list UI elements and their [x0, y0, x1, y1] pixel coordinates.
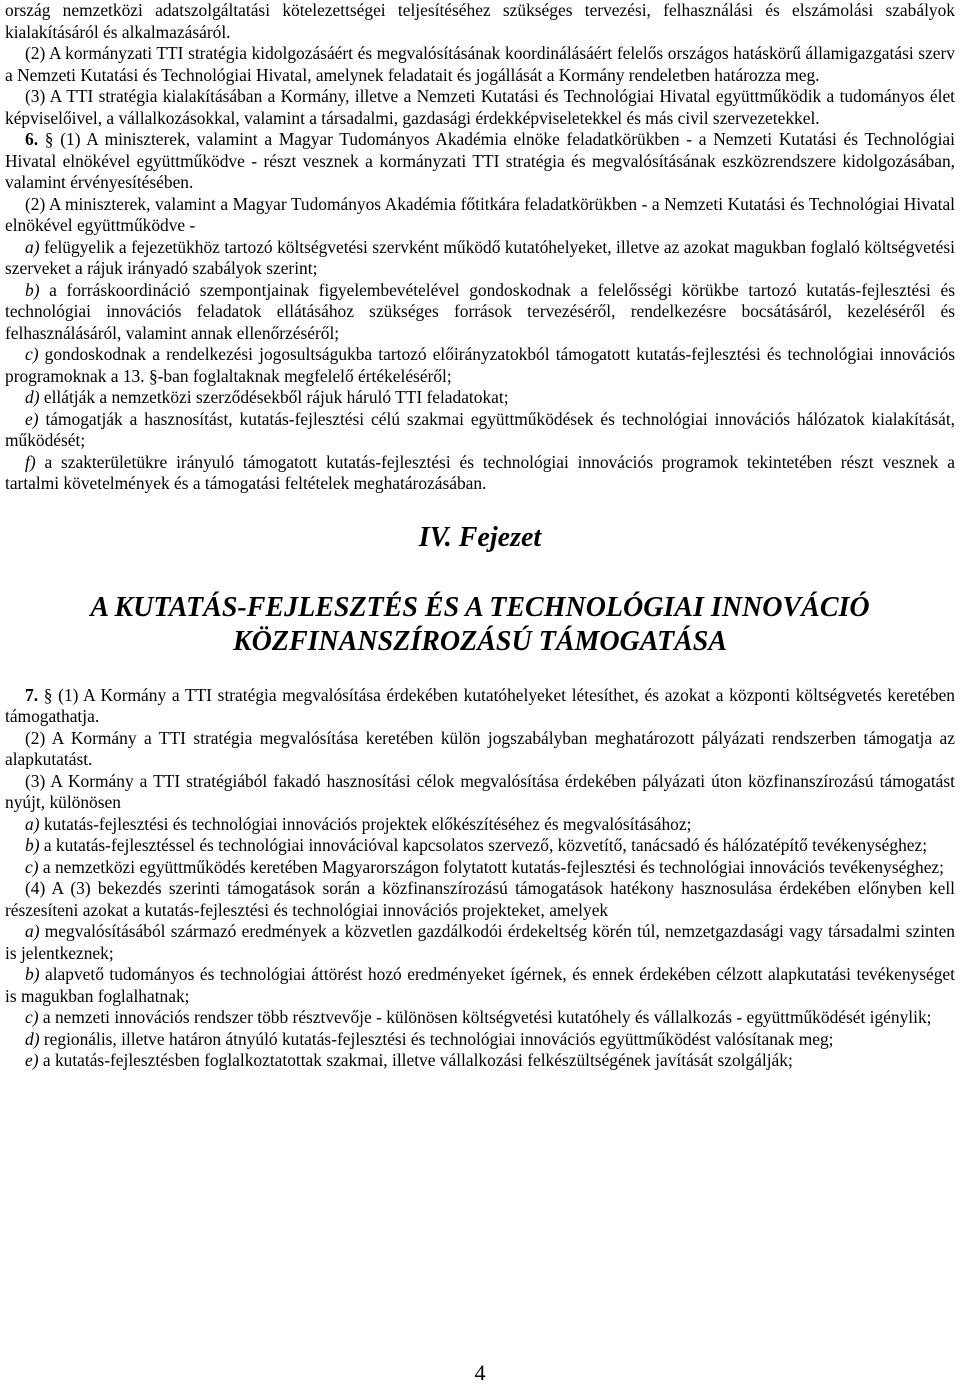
point-label: a): [25, 813, 40, 834]
point-label: c): [25, 344, 39, 364]
point-label: c): [25, 856, 39, 877]
point-label: a): [25, 236, 40, 257]
point-text: gondoskodnak a rendelkezési jogosultságukba tartozó előirányzatokból támogatott kutatás-fejlesztési és technológiai innovációs programoknak a 13.: [5, 344, 955, 386]
point-text: támogatják a hasznosítást, kutatás-fejlesztési célú szakmai együttműködések és technológiai innovációs hálózatok kialakítását, működését;: [5, 408, 955, 450]
point-7-4-d: [5, 1029, 955, 1051]
point-label: a): [25, 921, 40, 941]
point-6-2-c: [5, 344, 955, 387]
point-label: d): [25, 1028, 40, 1049]
paragraph-6-2: (2) A miniszterek, valamint a Magyar Tudományos Akadémia főtitkára feladatkörükben - a Nemzeti Kutatási és Technológiai Hivatal elnökével együttműködve -: [5, 193, 955, 235]
point-text: a kutatás-fejlesztésben foglalkoztatottak szakmai, illetve vállalkozási felkészültségének javítását szolgálják;: [42, 1050, 793, 1070]
paragraph-6-1: [5, 129, 955, 194]
point-label: e): [25, 408, 39, 429]
point-text: ellátják a nemzetközi szerződésekből rájuk háruló TTI feladatokat;: [43, 387, 509, 407]
chapter-title-line: A KUTATÁS-FEJLESZTÉS ÉS A TECHNOLÓGIAI INNOVÁCIÓ: [90, 591, 870, 623]
point-7-3-b: [5, 835, 955, 857]
section-7-number: 7.: [25, 684, 39, 705]
chapter-number: IV. Fejezet: [418, 521, 542, 553]
point-7-3-c: [5, 857, 955, 879]
point-7-3-a: [5, 814, 955, 836]
point-text: alapvető tudományos és technológiai áttörést hozó eredményeket ígérnek, és ennek érdekében célzott alapkutatási tevékenységet is magukban foglalhatnak;: [5, 964, 955, 1006]
point-label: e): [25, 1050, 39, 1070]
point-label: c): [25, 1007, 39, 1027]
point-text: a nemzetközi együttműködés keretében Magyarországon folytatott kutatás-fejlesztési és technológiai innovációs tevékenységhez;: [42, 856, 944, 877]
chapter-title-line: KÖZFINANSZÍROZÁSÚ TÁMOGATÁSA: [232, 625, 727, 657]
section-sign: §: [43, 684, 53, 705]
chapter-title: [5, 591, 955, 659]
point-text: kutatás-fejlesztési és technológiai innovációs projektek előkészítéséhez és megvalósításához;: [43, 813, 692, 834]
point-6-2-e: [5, 409, 955, 452]
point-text: a nemzeti innovációs rendszer több résztvevője - különösen költségvetési kutatóhely és vállalkozás - együttműködését igénylik;: [42, 1007, 932, 1027]
paragraph-5-3: (3) A TTI stratégia kialakításában a Kormány, illetve a Nemzeti Kutatási és Technológiai Hivatal együttműködik a tudományos élet képviselőivel, a vállalkozásokkal, valamint a társadalmi, gazdasági érdekképviseletekkel és más civil szervezetekkel.: [5, 86, 955, 128]
point-label: d): [25, 387, 40, 407]
paragraph-5-2: (2) A kormányzati TTI stratégia kidolgozásáért és megvalósításának koordinálásáért felelős országos hatáskörű államigazgatási szerv a Nemzeti Kutatási és Technológiai Hivatal, amelynek feladatait és jogállását a Kormány rendeletben határozza meg.: [5, 43, 955, 85]
point-6-2-b: [5, 280, 955, 345]
point-6-2-a: [5, 237, 955, 280]
paragraph-7-4: (4) A (3) bekezdés szerinti támogatások során a közfinanszírozású támogatások hatékony hasznosulása érdekében előnyben kell részesíteni azokat a kutatás-fejlesztési és technológiai innovációs projekteket, amelyek: [5, 878, 955, 920]
point-text-tail: -ban foglaltaknak megfelelő értékeléséről;: [157, 365, 452, 386]
paragraph-continuation: ország nemzetközi adatszolgáltatási kötelezettségei teljesítéséhez szükséges tervezési, felhasználási és elszámolási szabályok kialakításáról és alkalmazásáról.: [5, 0, 955, 42]
paragraph-7-1-text: (1) A Kormány a TTI stratégia megvalósítása érdekében kutatóhelyeket létesíthet, és azokat a központi költségvetés keretében támogathatja.: [5, 684, 955, 726]
paragraph-7-3: (3) A Kormány a TTI stratégiából fakadó hasznosítási célok megvalósítása érdekében pályázati úton közfinanszírozású támogatást nyújt, különösen: [5, 770, 955, 812]
point-7-4-a: [5, 921, 955, 964]
section-sign: §: [44, 129, 54, 149]
point-text: felügyelik a fejezetükhöz tartozó költségvetési szervként működő kutatóhelyeket, illetve az azokat magukban foglaló költségvetési szerveket a rájuk irányadó szabályok szerint;: [5, 236, 955, 278]
point-label: b): [25, 835, 40, 855]
point-text: a forráskoordináció szempontjainak figyelembevételével gondoskodnak a felelősségi körükbe tartozó kutatás-fejlesztési és technológiai innovációs feladatok ellátásához szükséges források tervezéséről, rendelkezésre bocsátásáról, kezeléséről és felhasználásáról, valamint annak ellenőrzéséről;: [5, 279, 955, 343]
paragraph-6-1-text: (1) A miniszterek, valamint a Magyar Tudományos Akadémia elnöke feladatkörükben - a Nemzeti Kutatási és Technológiai Hivatal elnökével együttműködve - részt vesznek a kormányzati TTI stratégia és megvalósításának eszközrendszere kidolgozásában, valamint érvényesítésében.: [5, 129, 955, 192]
point-7-4-c: [5, 1007, 955, 1029]
point-label: f): [25, 451, 36, 472]
point-text: megvalósításából származó eredmények a közvetlen gazdálkodói érdekeltség körén túl, nemzetgazdasági vagy társadalmi szinten is jelentkeznek;: [5, 921, 956, 963]
section-sign: §: [148, 365, 158, 386]
section-6-number: 6.: [25, 129, 39, 149]
page-number: 4: [474, 1360, 486, 1385]
point-7-4-e: [5, 1050, 955, 1072]
point-text: a kutatás-fejlesztéssel és technológiai innovációval kapcsolatos szervező, közvetítő, tanácsadó és hálózatépítő tevékenységhez;: [43, 835, 928, 855]
point-6-2-f: [5, 452, 955, 495]
point-text: regionális, illetve határon átnyúló kutatás-fejlesztési és technológiai innovációs együttműködést valósítanak meg;: [43, 1028, 834, 1049]
point-label: b): [25, 964, 40, 984]
paragraph-7-1: [5, 685, 955, 728]
point-text: a szakterületükre irányuló támogatott kutatás-fejlesztési és technológiai innovációs programok tekintetében részt vesznek a tartalmi követelmények és a támogatási feltételek meghatározásában.: [5, 451, 955, 493]
point-6-2-d: [5, 387, 955, 409]
paragraph-7-2: (2) A Kormány a TTI stratégia megvalósítása keretében külön jogszabályban meghatározott pályázati rendszerben támogatja az alapkutatást.: [5, 727, 955, 769]
point-7-4-b: [5, 964, 955, 1007]
point-label: b): [25, 279, 40, 300]
